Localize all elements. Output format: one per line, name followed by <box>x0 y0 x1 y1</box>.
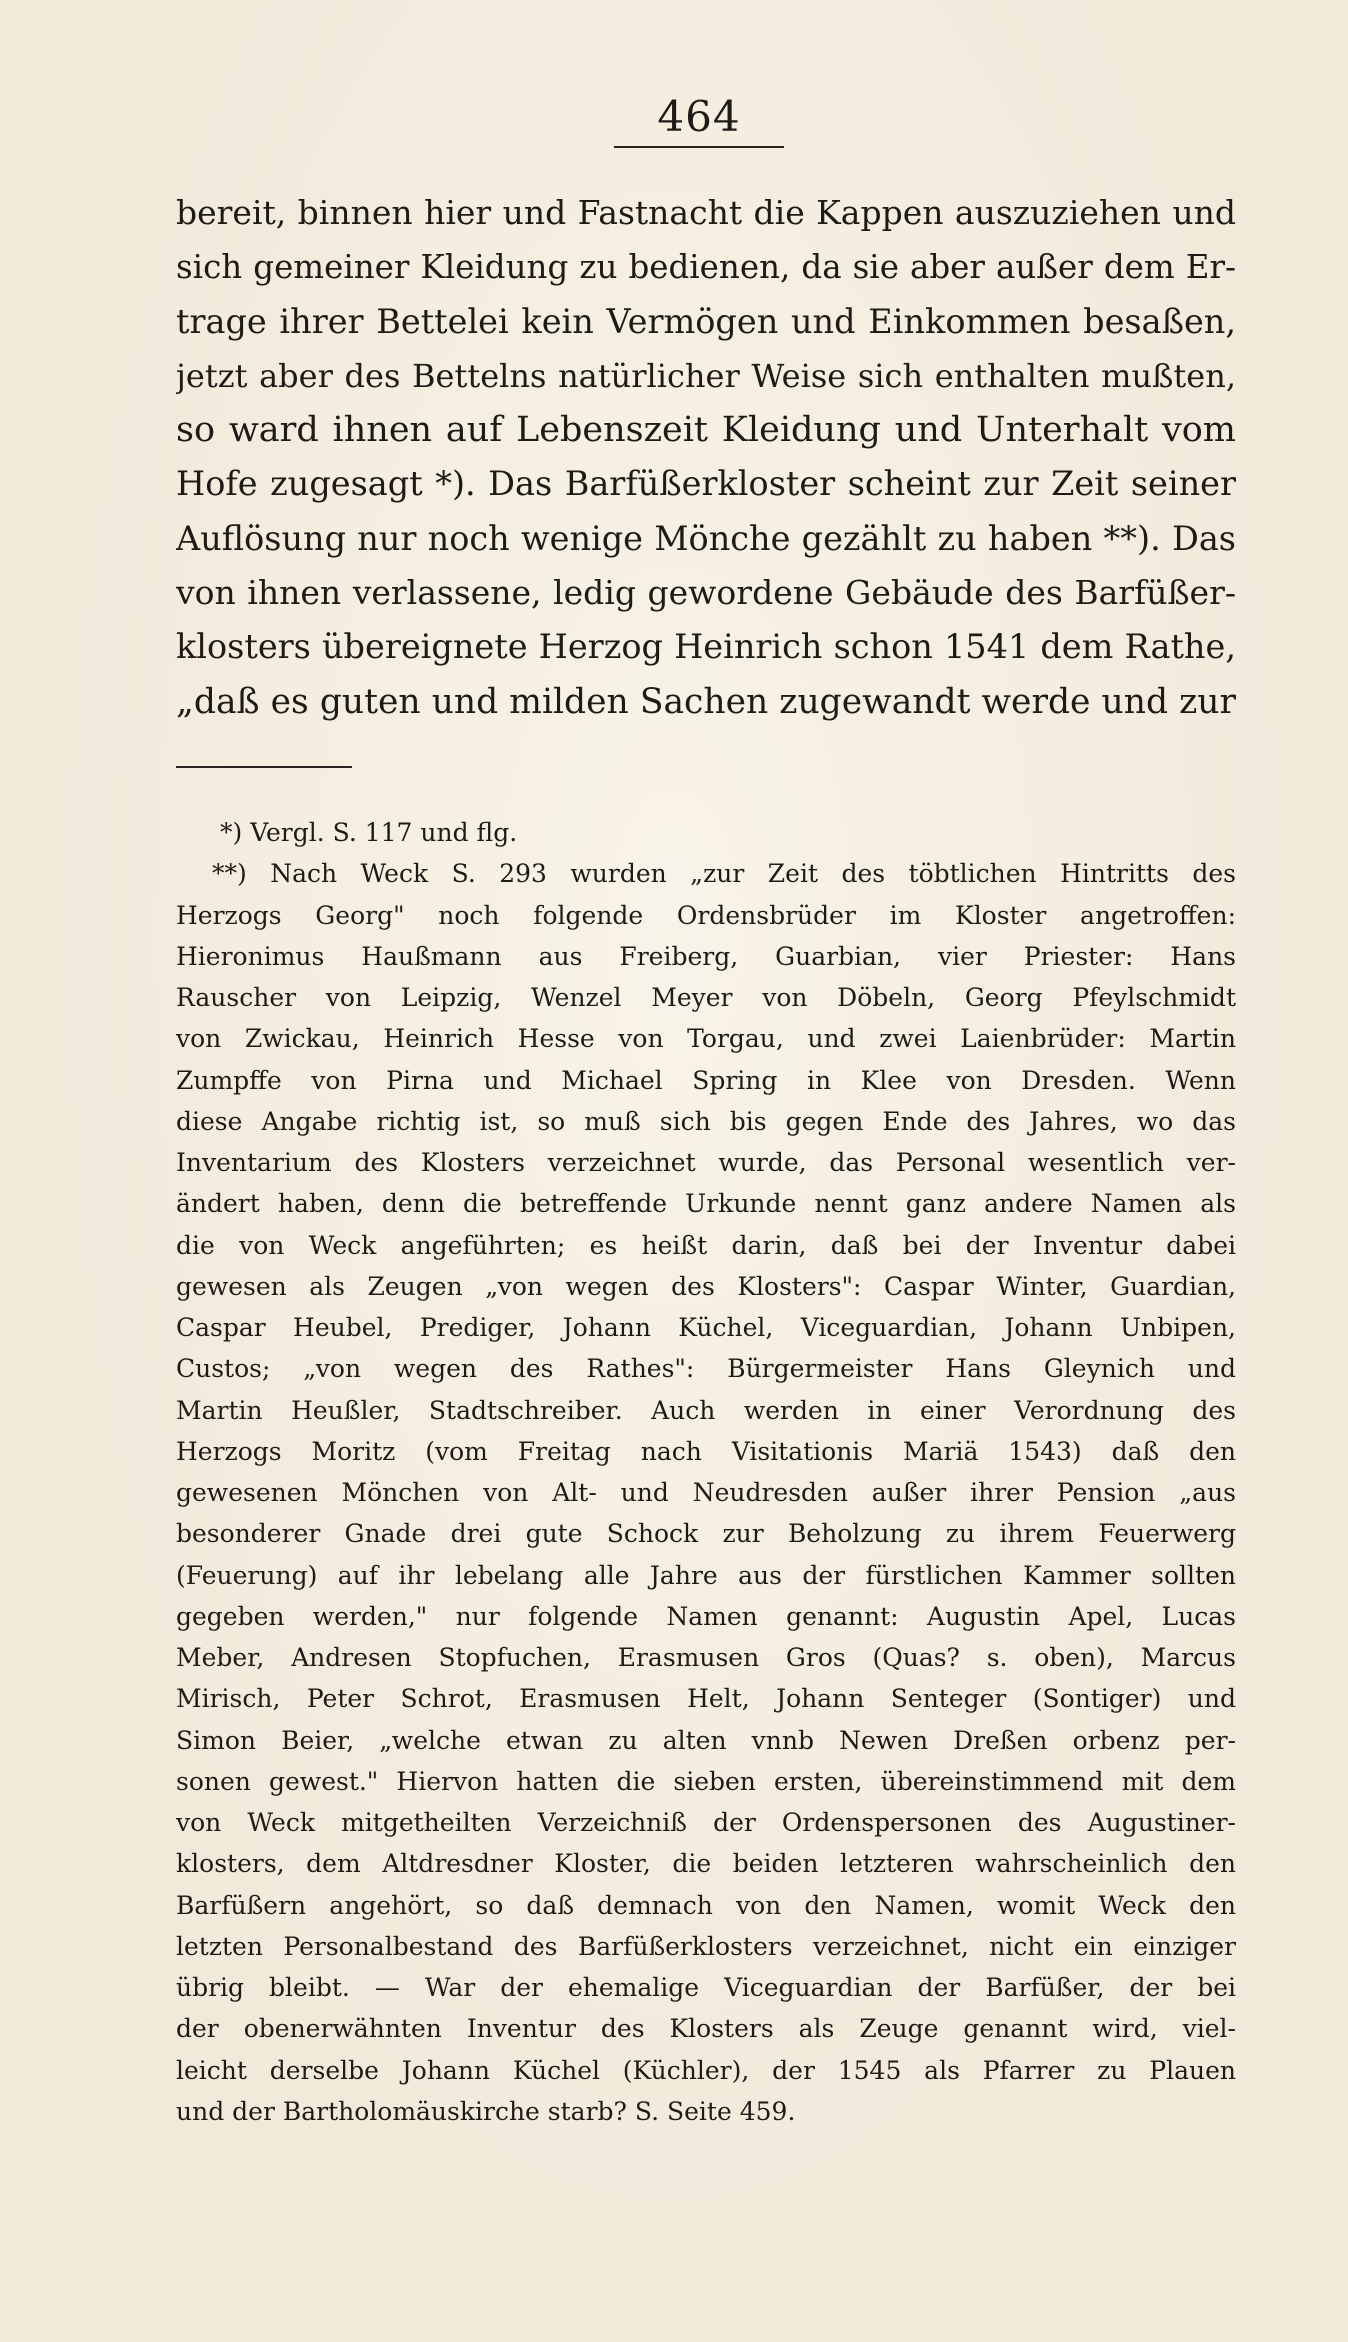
footnote-2-line: Caspar Heubel, Prediger, Johann Küchel, Viceguardian, Johann Unbipen, <box>176 1313 1236 1342</box>
footnote-2-line: leicht derselbe Johann Küchel (Küchler), der 1545 als Pfarrer zu Plauen <box>176 2055 1236 2085</box>
body-line: trage ihrer Bettelei kein Vermögen und Einkommen besaßen, <box>176 301 1236 341</box>
footnote-2-line: von Weck mitgetheilten Verzeichniß der Ordenspersonen des Augustiner- <box>176 1808 1236 1837</box>
body-line: Auflösung nur noch wenige Mönche gezählt zu haben **). Das <box>176 518 1236 558</box>
footnote-2-line: Rauscher von Leipzig, Wenzel Meyer von Döbeln, Georg Pfeylschmidt <box>176 983 1236 1012</box>
footnote-2-line: Custos; „von wegen des Rathes": Bürgermeister Hans Gleynich und <box>176 1354 1236 1384</box>
footnote-2-line: diese Angabe richtig ist, so muß sich bis gegen Ende des Jahres, wo das <box>176 1106 1236 1136</box>
footnote-2-line: Barfüßern angehört, so daß demnach von den Namen, womit Weck den <box>176 1890 1236 1920</box>
body-line: von ihnen verlassene, ledig gewordene Gebäude des Barfüßer- <box>176 573 1236 613</box>
footnote-2-line: und der Bartholomäuskirche starb? S. Seite 459. <box>176 2096 796 2126</box>
footnote-2-line: gegeben werden," nur folgende Namen genannt: Augustin Apel, Lucas <box>176 1601 1236 1631</box>
page-number: 464 <box>657 92 741 141</box>
footnote-2-line: (Feuerung) auf ihr lebelang alle Jahre aus der fürstlichen Kammer sollten <box>176 1560 1236 1590</box>
body-line: sich gemeiner Kleidung zu bedienen, da sie aber außer dem Er- <box>176 248 1236 287</box>
page-number-underline <box>614 146 784 148</box>
footnote-2-line: letzten Personalbestand des Barfüßerklosters verzeichnet, nicht ein einziger <box>176 1931 1236 1961</box>
footnote-2-line: Simon Beier, „welche etwan zu alten vnnb Newen Dreßen orbenz per- <box>176 1725 1236 1755</box>
body-line: Hofe zugesagt *). Das Barfüßerkloster scheint zur Zeit seiner <box>176 464 1236 504</box>
footnote-2-line: Inventarium des Klosters verzeichnet wurde, das Personal wesentlich ver- <box>176 1148 1236 1177</box>
footnote-2-line: der obenerwähnten Inventur des Klosters als Zeuge genannt wird, viel- <box>176 2014 1236 2044</box>
footnote-2-line: sonen gewest." Hiervon hatten die sieben ersten, übereinstimmend mit dem <box>176 1766 1236 1796</box>
footnote-2-line: ändert haben, denn die betreffende Urkunde nennt ganz andere Namen als <box>176 1189 1236 1219</box>
footnote-separator <box>176 766 352 768</box>
footnote-2-line: gewesenen Mönchen von Alt- und Neudresden außer ihrer Pension „aus <box>176 1478 1236 1507</box>
footnotes-block <box>176 812 1236 2132</box>
body-line: bereit, binnen hier und Fastnacht die Kappen auszuziehen und <box>176 193 1236 232</box>
footnote-2-line: besonderer Gnade drei gute Schock zur Beholzung zu ihrem Feuerwerg <box>176 1519 1236 1549</box>
body-line: jetzt aber des Bettelns natürlicher Weise sich enthalten mußten, <box>176 356 1236 395</box>
footnote-2-line: klosters, dem Altdresdner Kloster, die beiden letzteren wahrscheinlich den <box>176 1849 1236 1879</box>
footnote-2-line: Meber, Andresen Stopfuchen, Erasmusen Gros (Quas? s. oben), Marcus <box>176 1643 1236 1672</box>
footnote-2-line: Mirisch, Peter Schrot, Erasmusen Helt, Johann Senteger (Sontiger) und <box>176 1684 1236 1714</box>
footnote-2-line: **) Nach Weck S. 293 wurden „zur Zeit des töbtlichen Hintritts des <box>212 859 1236 889</box>
body-line: „daß es guten und milden Sachen zugewandt werde und zur <box>176 681 1236 722</box>
footnote-2-line: von Zwickau, Heinrich Hesse von Torgau, und zwei Laienbrüder: Martin <box>176 1024 1236 1054</box>
body-line: klosters übereignete Herzog Heinrich schon 1541 dem Rathe, <box>176 627 1236 667</box>
footnote-2-line: Zumpffe von Pirna und Michael Spring in Klee von Dresden. Wenn <box>176 1065 1236 1095</box>
footnote-2-line: Herzogs Georg" noch folgende Ordensbrüder im Kloster angetroffen: <box>176 900 1236 930</box>
body-line: so ward ihnen auf Lebenszeit Kleidung und Unterhalt vom <box>176 410 1236 451</box>
main-text-block <box>176 186 1236 729</box>
footnote-2-line: Martin Heußler, Stadtschreiber. Auch werden in einer Verordnung des <box>176 1395 1236 1425</box>
footnote-1: *) Vergl. S. 117 und flg. <box>220 818 518 847</box>
footnote-2-line: Hieronimus Haußmann aus Freiberg, Guarbian, vier Priester: Hans <box>176 941 1236 971</box>
footnote-2-line: die von Weck angeführten; es heißt darin, daß bei der Inventur dabei <box>176 1230 1236 1260</box>
footnote-2-line: übrig bleibt. — War der ehemalige Viceguardian der Barfüßer, der bei <box>176 1973 1236 2002</box>
footnote-2-line: Herzogs Moritz (vom Freitag nach Visitationis Mariä 1543) daß den <box>176 1436 1236 1466</box>
footnote-2-line: gewesen als Zeugen „von wegen des Klosters": Caspar Winter, Guardian, <box>176 1271 1236 1301</box>
